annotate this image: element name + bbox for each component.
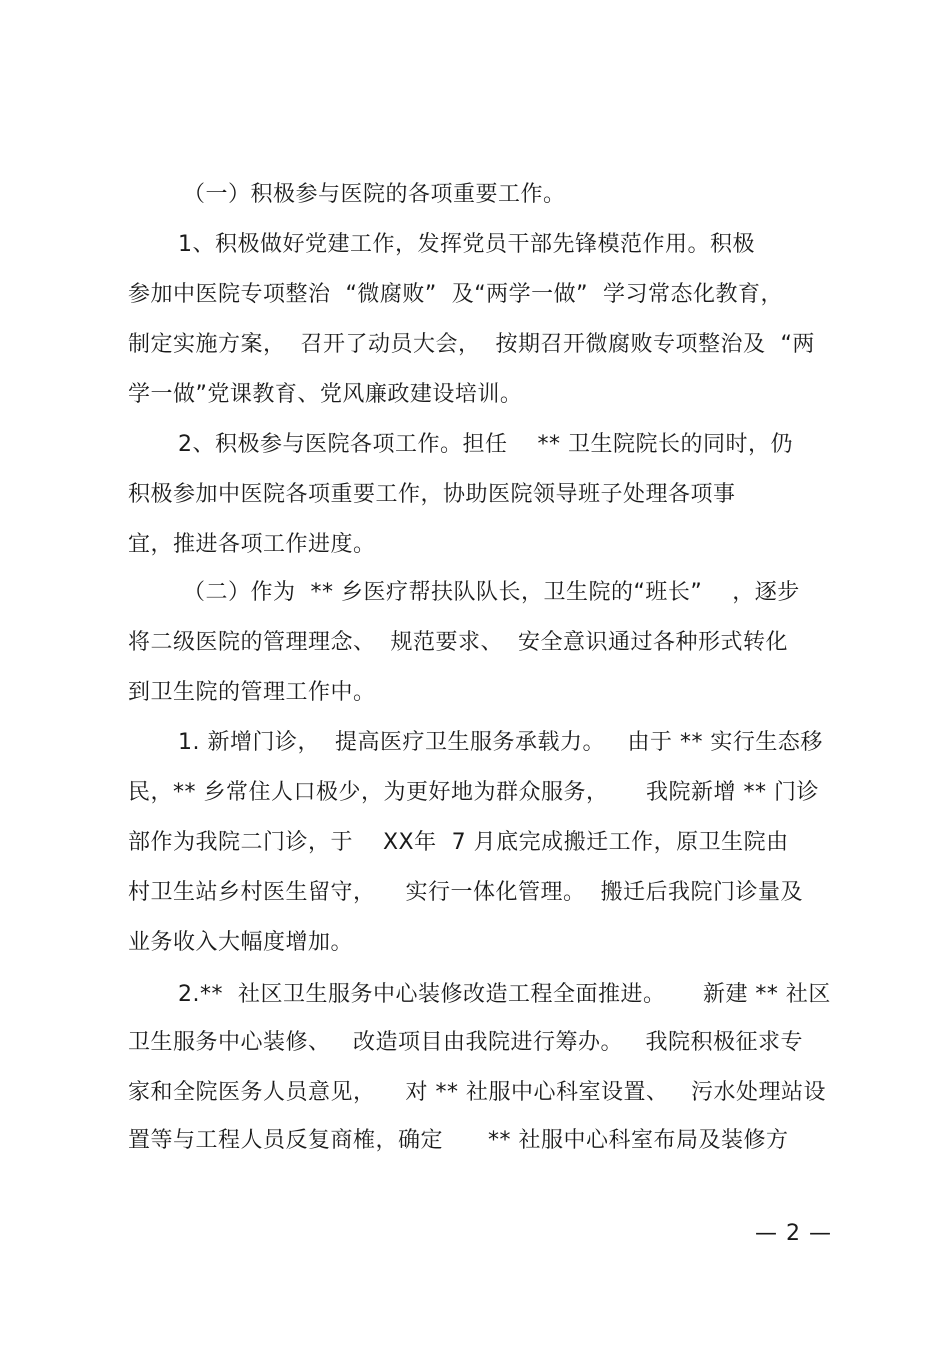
paragraph-line: 业务收入大幅度增加。 [128, 930, 354, 955]
paragraph-line: 制定实施方案， 召开了动员大会， 按期召开微腐败专项整治及 “两 [128, 332, 815, 357]
page-number: — 2 — [755, 1221, 832, 1246]
paragraph-line: 积极参加中医院各项重要工作，协助医院领导班子处理各项事 [128, 482, 736, 507]
paragraph-line: 学一做”党课教育、党风廉政建设培训。 [128, 382, 523, 407]
paragraph-line: 将二级医院的管理理念、 规范要求、 安全意识通过各种形式转化 [128, 630, 788, 655]
paragraph-line: 村卫生站乡村医生留守， 实行一体化管理。 搬迁后我院门诊量及 [128, 880, 803, 905]
paragraph-line: 2.** 社区卫生服务中心装修改造工程全面推进。 新建 ** 社区 [178, 982, 831, 1007]
paragraph-line: 宜，推进各项工作进度。 [128, 532, 376, 557]
paragraph-line: 民，** 乡常住人口极少，为更好地为群众服务， 我院新增 ** 门诊 [128, 780, 819, 805]
paragraph-line: 1. 新增门诊， 提高医疗卫生服务承载力。 由于 ** 实行生态移 [178, 730, 823, 755]
paragraph-line: 2、积极参与医院各项工作。担任 ** 卫生院院长的同时，仍 [178, 432, 793, 457]
paragraph-line: 1、积极做好党建工作，发挥党员干部先锋模范作用。积极 [178, 232, 755, 257]
paragraph-line: 置等与工程人员反复商榷，确定 ** 社服中心科室布局及装修方 [128, 1128, 789, 1153]
paragraph-line: 参加中医院专项整治 “微腐败” 及“两学一做” 学习常态化教育， [128, 282, 784, 307]
section-heading-2: （二）作为 ** 乡医疗帮扶队队长，卫生院的“班长” ，逐步 [183, 580, 800, 605]
paragraph-line: 到卫生院的管理工作中。 [128, 680, 376, 705]
section-heading-1: （一）积极参与医院的各项重要工作。 [183, 182, 566, 207]
paragraph-line: 卫生服务中心装修、 改造项目由我院进行筹办。 我院积极征求专 [128, 1030, 803, 1055]
paragraph-line: 家和全院医务人员意见， 对 ** 社服中心科室设置、 污水处理站设 [128, 1080, 826, 1105]
paragraph-line: 部作为我院二门诊，于 XX年 7 月底完成搬迁工作，原卫生院由 [128, 830, 789, 855]
